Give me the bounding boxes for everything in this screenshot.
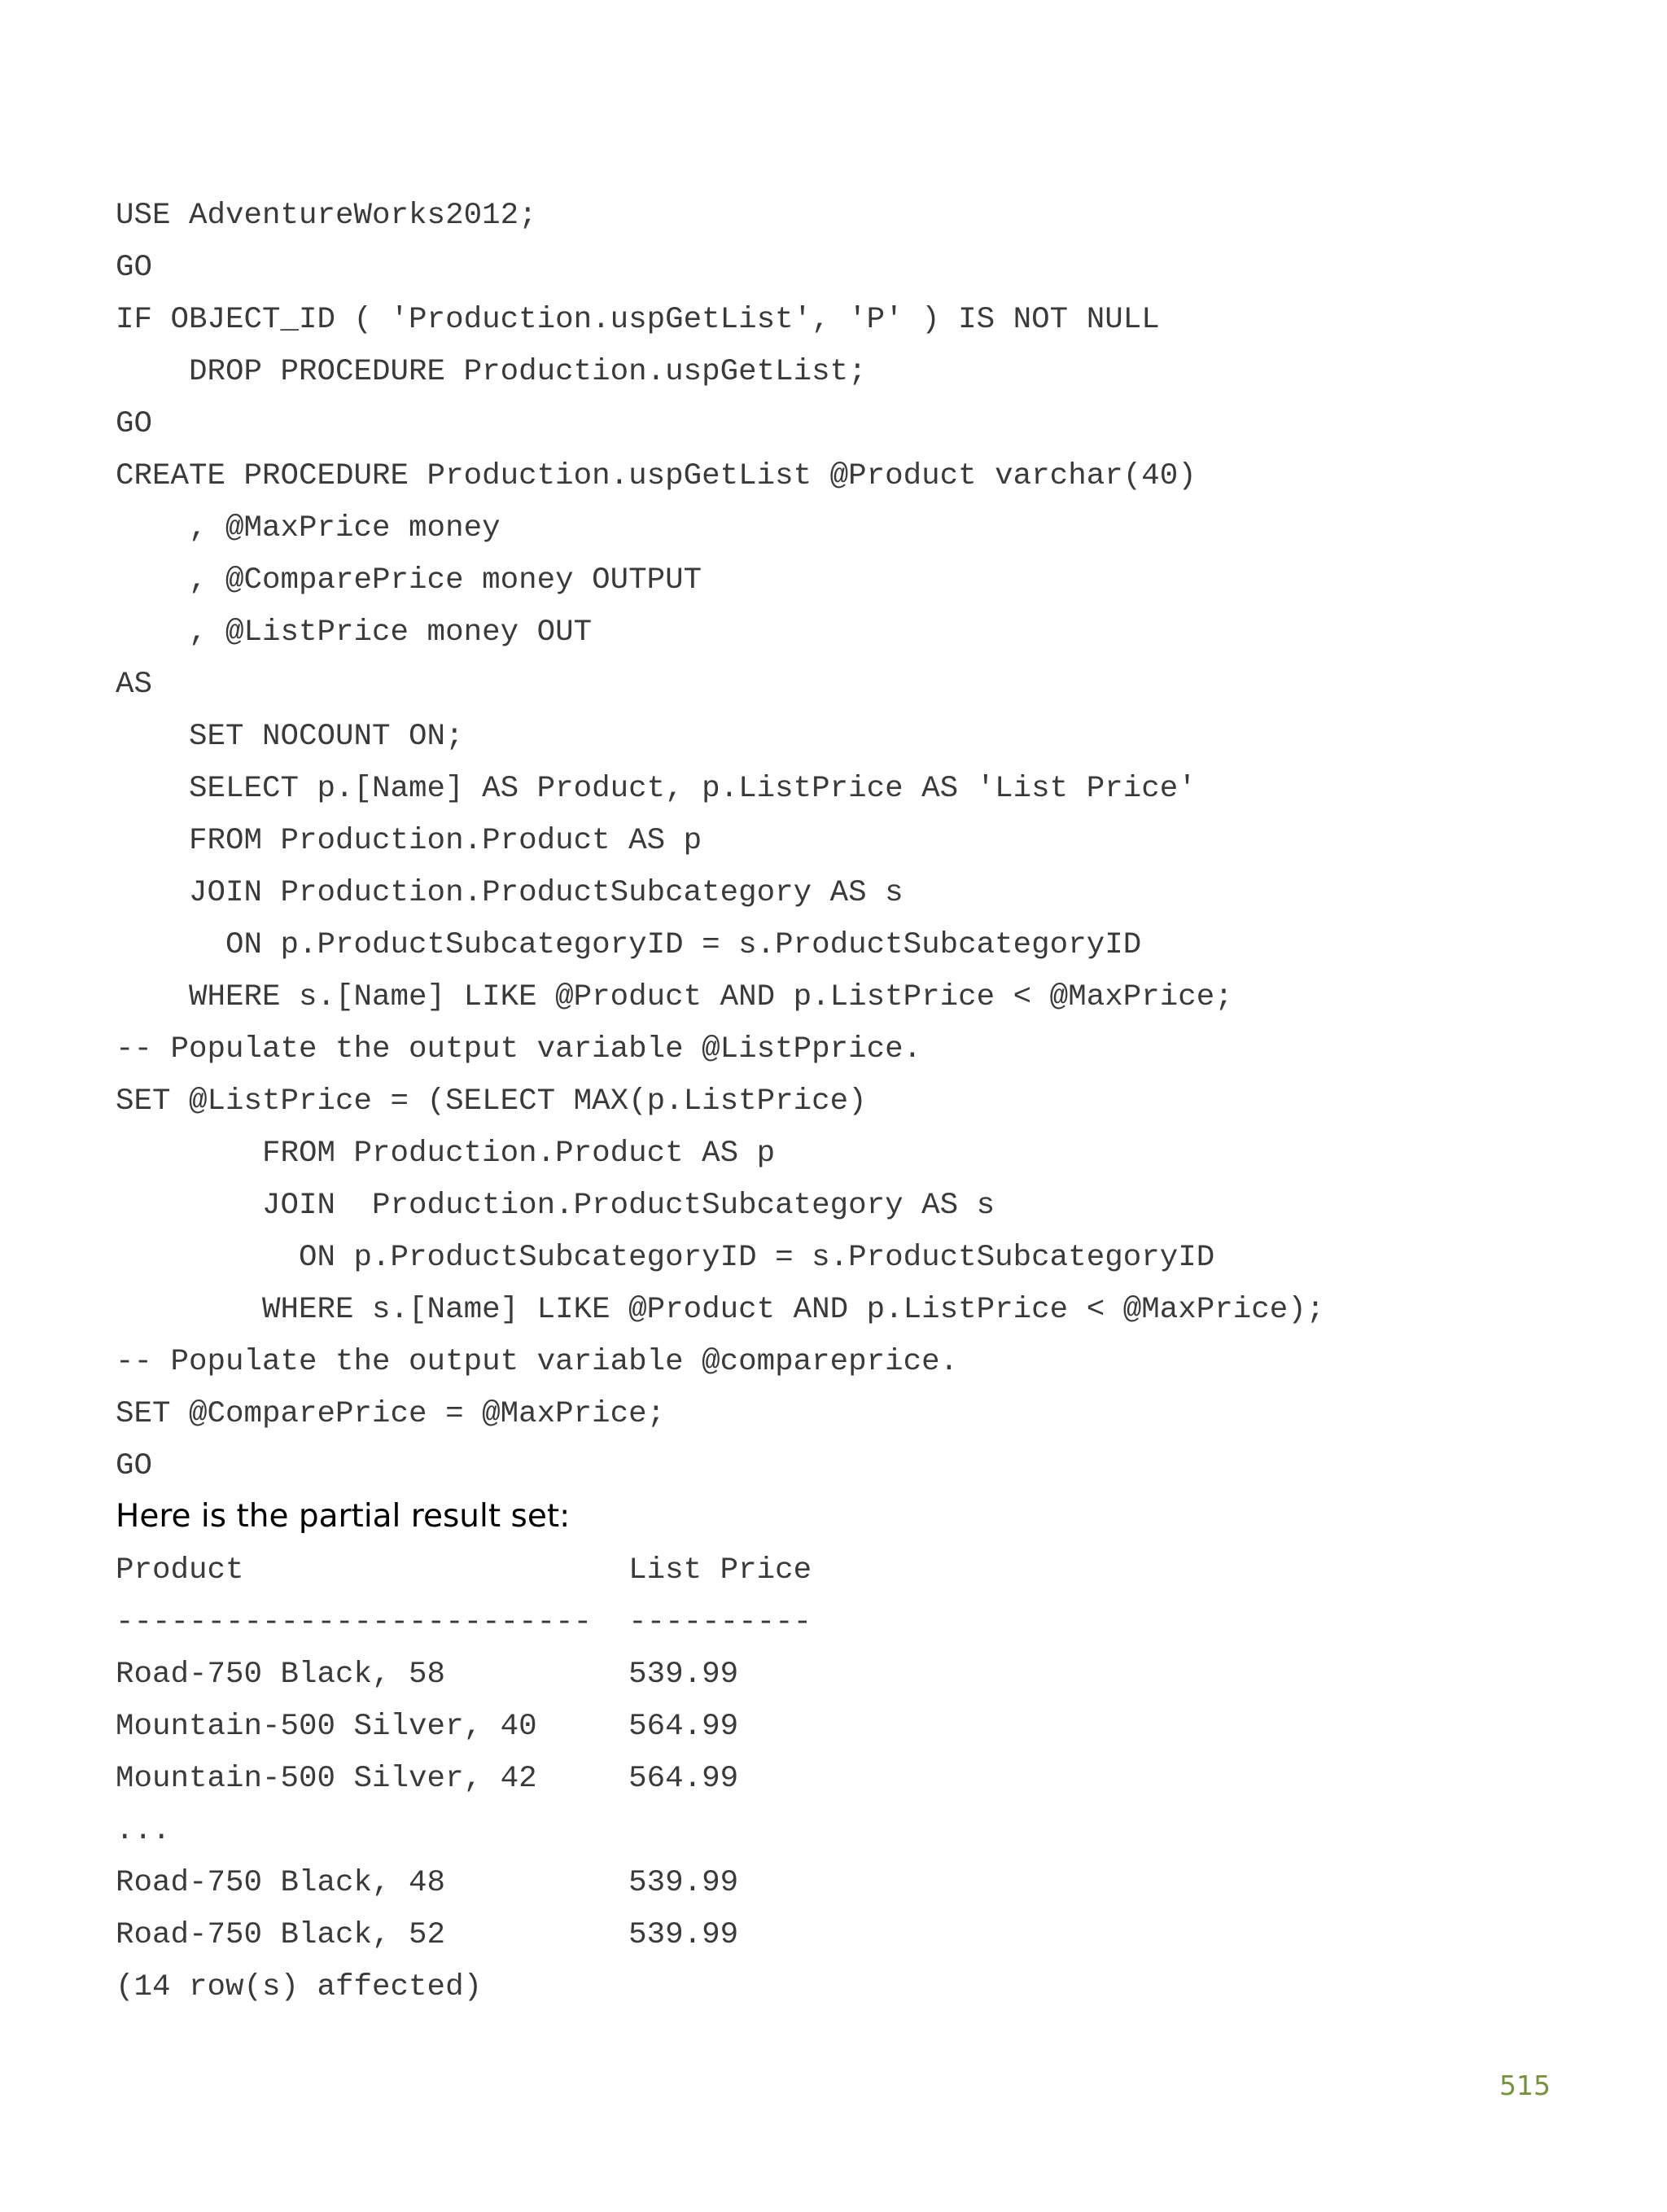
code-line: , @ListPrice money OUT	[116, 615, 593, 650]
code-line: , @ComparePrice money OUTPUT	[116, 563, 702, 598]
code-line: WHERE s.[Name] LIKE @Product AND p.ListPrice < @MaxPrice);	[116, 1293, 1325, 1327]
code-line: JOIN Production.ProductSubcategory AS s	[116, 876, 904, 910]
result-row: Mountain-500 Silver, 40 564.99	[116, 1710, 739, 1744]
code-line: GO	[116, 1449, 153, 1483]
code-line: ON p.ProductSubcategoryID = s.ProductSubcategoryID	[116, 928, 1142, 962]
result-row: Road-750 Black, 58 539.99	[116, 1658, 739, 1692]
code-line: WHERE s.[Name] LIKE @Product AND p.ListPrice < @MaxPrice;	[116, 980, 1233, 1014]
code-line: DROP PROCEDURE Production.uspGetList;	[116, 355, 867, 389]
code-line: ON p.ProductSubcategoryID = s.ProductSubcategoryID	[116, 1241, 1215, 1275]
result-header-line: Product List Price	[116, 1553, 812, 1588]
result-rowcount: (14 row(s) affected)	[116, 1970, 483, 2004]
result-row: Road-750 Black, 48 539.99	[116, 1866, 739, 1900]
result-ellipsis: ...	[116, 1814, 171, 1848]
code-line: , @MaxPrice money	[116, 511, 501, 545]
code-line: JOIN Production.ProductSubcategory AS s	[116, 1189, 995, 1223]
code-line: SET @ListPrice = (SELECT MAX(p.ListPrice)	[116, 1084, 867, 1119]
code-line: GO	[116, 251, 153, 285]
code-line: IF OBJECT_ID ( 'Production.uspGetList', 'P' ) IS NOT NULL	[116, 303, 1160, 337]
code-line: AS	[116, 668, 153, 702]
code-comment-line: -- Populate the output variable @ListPprice.	[116, 1032, 922, 1067]
result-separator-line: -------------------------- ----------	[116, 1605, 812, 1640]
result-row: Road-750 Black, 52 539.99	[116, 1918, 739, 1952]
code-line: CREATE PROCEDURE Production.uspGetList @Product varchar(40)	[116, 459, 1197, 493]
result-row: Mountain-500 Silver, 42 564.99	[116, 1762, 739, 1796]
result-intro-text: Here is the partial result set:	[116, 1498, 571, 1535]
code-line: FROM Production.Product AS p	[116, 1137, 776, 1171]
code-line: SET NOCOUNT ON;	[116, 720, 464, 754]
code-line: FROM Production.Product AS p	[116, 824, 702, 858]
code-comment-line: -- Populate the output variable @compareprice.	[116, 1345, 959, 1379]
code-line: GO	[116, 407, 153, 441]
page-number: 515	[1499, 2070, 1551, 2101]
code-line: USE AdventureWorks2012;	[116, 199, 537, 233]
code-line: SELECT p.[Name] AS Product, p.ListPrice AS 'List Price'	[116, 772, 1197, 806]
code-line: SET @ComparePrice = @MaxPrice;	[116, 1397, 666, 1431]
